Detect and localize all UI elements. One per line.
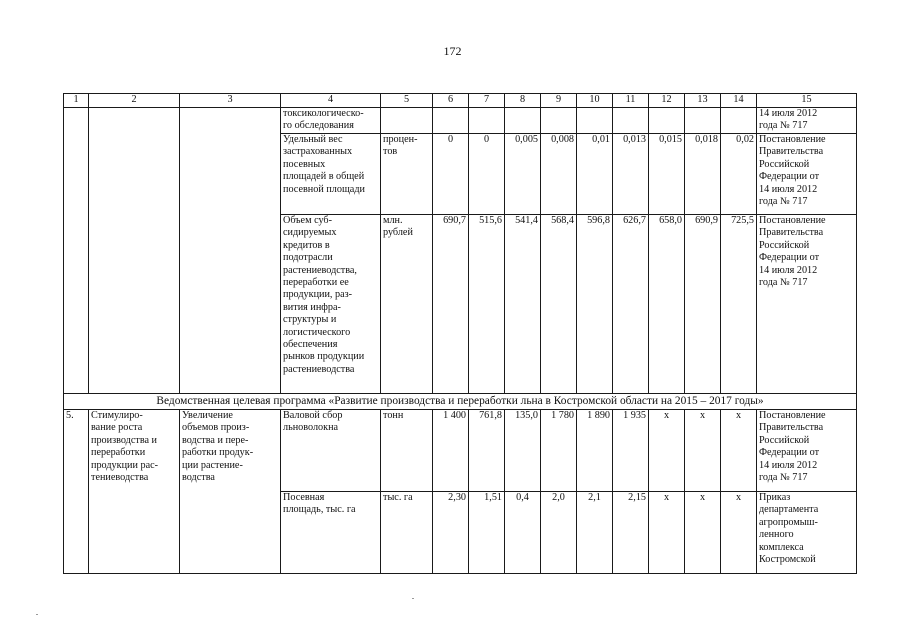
document-reference: Приказ департамента агропромыш- ленного комплекса Костромской [757,492,857,574]
value-cell: 1 890 [577,410,613,492]
value-cell [577,108,613,134]
section-row [64,394,857,410]
value-cell: 135,0 [505,410,541,492]
value-cell: 1,51 [469,492,505,574]
value-cell: х [685,410,721,492]
value-cell: 725,5 [721,215,757,394]
value-cell: 690,7 [433,215,469,394]
table-row [64,108,857,134]
column-header: 5 [381,94,433,108]
value-cell [721,108,757,134]
program-goal: Стимулиро- вание роста производства и переработки продукции рас- тениеводства [89,410,180,574]
value-cell: 658,0 [649,215,685,394]
value-cell: 0,015 [649,134,685,215]
value-cell [613,108,649,134]
column-header: 1 [64,94,89,108]
value-cell [541,108,577,134]
column-header: 10 [577,94,613,108]
header-row [64,94,857,108]
value-cell [469,108,505,134]
scan-speck [36,614,38,615]
column-header: 14 [721,94,757,108]
column-header: 11 [613,94,649,108]
column-header: 13 [685,94,721,108]
section-title: Ведомственная целевая программа «Развитие производства и переработки льна в Костромской области на 2015 – 2017 годы» [64,394,857,410]
value-cell: 541,4 [505,215,541,394]
column-header: 6 [433,94,469,108]
page-number: 172 [443,44,462,58]
value-cell: 0,005 [505,134,541,215]
value-cell: 1 400 [433,410,469,492]
table-cell [180,108,281,394]
unit-cell: тонн [381,410,433,492]
value-cell: х [685,492,721,574]
indicator-name: Удельный вес застрахованных посевных площадей в общей посевной площади [281,134,381,215]
table-cell [64,108,89,394]
column-header: 8 [505,94,541,108]
document-reference: Постановление Правительства Российской Федерации от 14 июля 2012 года № 717 [757,215,857,394]
column-header: 7 [469,94,505,108]
value-cell: х [721,410,757,492]
value-cell: 0,013 [613,134,649,215]
unit-cell [381,108,433,134]
indicators-table [63,93,857,574]
indicator-name: токсикологическо- го обследования [281,108,381,134]
value-cell: 2,30 [433,492,469,574]
column-header: 15 [757,94,857,108]
value-cell: 515,6 [469,215,505,394]
value-cell [649,108,685,134]
value-cell: 690,9 [685,215,721,394]
indicator-name: Посевная площадь, тыс. га [281,492,381,574]
row-number: 5. [64,410,89,574]
value-cell: х [721,492,757,574]
value-cell: 0,01 [577,134,613,215]
value-cell: 568,4 [541,215,577,394]
document-reference: 14 июля 2012 года № 717 [757,108,857,134]
value-cell: 0,4 [505,492,541,574]
indicator-name: Объем суб- сидируемых кредитов в подотрасли растениеводства, переработки ее продукции, раз- вития инфра- структуры и логистического обеспечения рынков продукции растениеводства [281,215,381,394]
value-cell: 2,15 [613,492,649,574]
column-header: 2 [89,94,180,108]
value-cell: 596,8 [577,215,613,394]
scan-speck [412,598,414,599]
value-cell: х [649,410,685,492]
value-cell: 0,008 [541,134,577,215]
value-cell: 2,0 [541,492,577,574]
value-cell: 0 [469,134,505,215]
value-cell [433,108,469,134]
value-cell: 0 [433,134,469,215]
value-cell [685,108,721,134]
table-row [64,410,857,492]
value-cell: 626,7 [613,215,649,394]
value-cell: 1 935 [613,410,649,492]
column-header: 4 [281,94,381,108]
document-reference: Постановление Правительства Российской Федерации от 14 июля 2012 года № 717 [757,410,857,492]
program-task: Увеличение объемов произ- водства и пере- работки продук- ции растение- водства [180,410,281,574]
table-cell [89,108,180,394]
unit-cell: тыс. га [381,492,433,574]
column-header: 12 [649,94,685,108]
value-cell [505,108,541,134]
value-cell: 0,02 [721,134,757,215]
value-cell: 0,018 [685,134,721,215]
unit-cell: млн. рублей [381,215,433,394]
value-cell: 1 780 [541,410,577,492]
document-reference: Постановление Правительства Российской Федерации от 14 июля 2012 года № 717 [757,134,857,215]
unit-cell: процен- тов [381,134,433,215]
value-cell: 2,1 [577,492,613,574]
column-header: 3 [180,94,281,108]
value-cell: х [649,492,685,574]
column-header: 9 [541,94,577,108]
value-cell: 761,8 [469,410,505,492]
indicator-name: Валовой сбор льноволокна [281,410,381,492]
